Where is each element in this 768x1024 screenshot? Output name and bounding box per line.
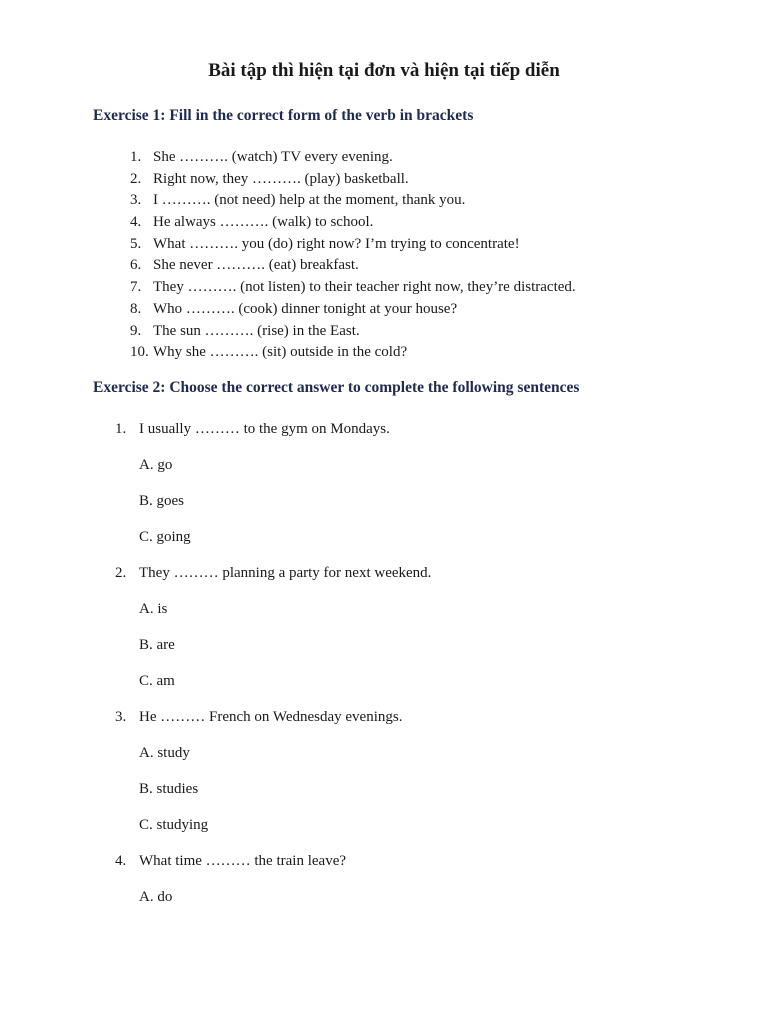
question: [115, 706, 715, 742]
list-item: [130, 169, 576, 191]
item-text: He always ………. (walk) to school.: [153, 214, 374, 231]
question-text: What time ……… the train leave?: [139, 853, 347, 869]
answer-option: C. studying: [139, 817, 209, 833]
item-text: They ………. (not listen) to their teacher right now, they’re distracted.: [153, 279, 576, 296]
item-number: 4.: [130, 214, 142, 231]
item-number: 3.: [130, 192, 142, 209]
item-number: 7.: [130, 279, 142, 296]
question-text: I usually ……… to the gym on Mondays.: [139, 421, 390, 437]
item-text: The sun ………. (rise) in the East.: [153, 322, 360, 339]
question-text: They ……… planning a party for next weekend.: [139, 565, 432, 581]
item-text: Why she ………. (sit) outside in the cold?: [153, 344, 408, 361]
item-number: 10.: [130, 344, 149, 361]
item-number: 2.: [130, 170, 142, 187]
answer-option: B. are: [139, 637, 175, 653]
list-item: [130, 299, 576, 321]
question-number: 4.: [115, 853, 127, 869]
answer-option: A. is: [139, 601, 168, 617]
answer-option: A. go: [139, 457, 173, 473]
item-text: She ………. (watch) TV every evening.: [153, 149, 393, 165]
answer-option: C. am: [139, 673, 175, 689]
answer-option: A. do: [139, 889, 173, 905]
exercise-1-list: [130, 147, 576, 364]
item-text: She never ………. (eat) breakfast.: [153, 257, 359, 274]
list-item: [130, 212, 576, 234]
item-number: 5.: [130, 235, 142, 252]
list-item: [130, 277, 576, 299]
list-item: [130, 234, 576, 256]
list-item: [130, 147, 576, 169]
list-item: [130, 342, 576, 364]
question-number: 3.: [115, 709, 127, 725]
answer-option: B. goes: [139, 493, 184, 509]
page-title: Bài tập thì hiện tại đơn và hiện tại tiếp diễn: [208, 60, 560, 81]
question: [115, 418, 715, 454]
item-number: 9.: [130, 322, 142, 339]
question-number: 1.: [115, 421, 127, 437]
list-item: [130, 321, 576, 343]
item-text: Who ………. (cook) dinner tonight at your house?: [153, 300, 458, 317]
list-item: [130, 190, 576, 212]
question: [115, 850, 715, 886]
question-text: He ……… French on Wednesday evenings.: [139, 709, 403, 725]
answer-option: B. studies: [139, 781, 199, 797]
question: [115, 562, 715, 598]
answer-option: A. study: [139, 745, 190, 761]
item-number: 1.: [130, 149, 142, 165]
answer-option: C. going: [139, 529, 191, 545]
list-item: [130, 255, 576, 277]
question-number: 2.: [115, 565, 127, 581]
exercise-2-questions: [115, 418, 715, 922]
item-text: What ………. you (do) right now? I’m trying to concentrate!: [153, 235, 520, 252]
item-text: Right now, they ………. (play) basketball.: [153, 170, 409, 187]
item-number: 8.: [130, 300, 142, 317]
item-text: I ………. (not need) help at the moment, thank you.: [153, 192, 466, 209]
exercise-2-heading: Exercise 2: Choose the correct answer to complete the following sentences: [93, 379, 580, 396]
item-number: 6.: [130, 257, 142, 274]
exercise-1-heading: Exercise 1: Fill in the correct form of the verb in brackets: [93, 107, 474, 124]
